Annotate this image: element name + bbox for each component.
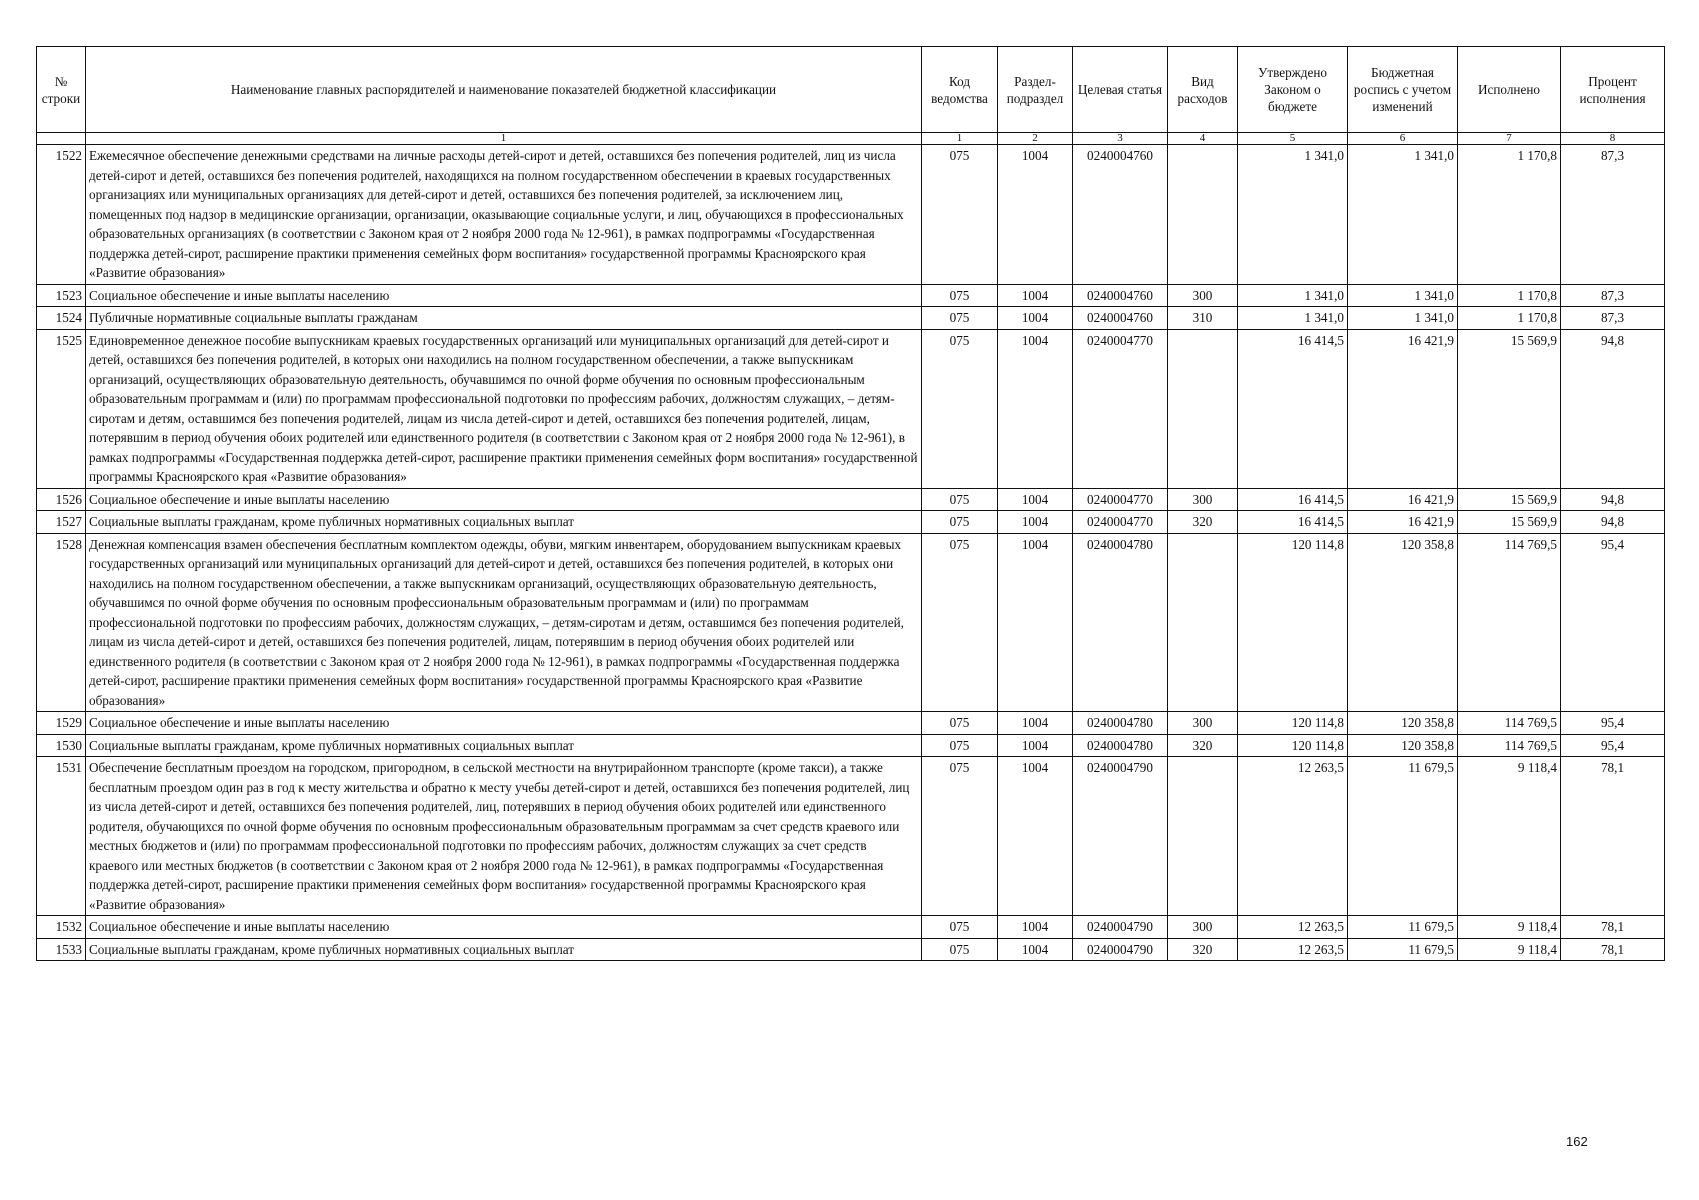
execution-percent: 87,3	[1561, 145, 1665, 285]
colnum-cell	[37, 133, 86, 145]
section-code: 1004	[998, 307, 1073, 330]
row-name: Денежная компенсация взамен обеспечения бесплатным комплектом одежды, обуви, мягким инвентарем, оборудованием выпускникам краевых государственных организаций или муниципальных организаций для детей-сирот и детей, оставшихся без попечения родителей, в которых они находились на полном государственном обеспечении, а также выпускникам организаций, осуществляющих образовательную деятельность, обучавшимся по очной форме обучения по основным профессиональным образовательным программам и (или) по программам профессиональной подготовки по профессиям рабочих, должностям служащих, – детям-сиротам и детям, оставшимся без попечения родителей, лицам из числа детей-сирот и детей, оставшихся без попечения родителей, лицам, потерявшим в период обучения обоих родителей или единственного родителя (в соответствии с Законом края от 2 ноября 2000 года № 12-961), в рамках подпрограммы «Государственная поддержка детей-сирот, расширение практики применения семейных форм воспитания» государственной программы Красноярского края «Развитие образования»	[86, 533, 922, 712]
executed-amount: 114 769,5	[1458, 533, 1561, 712]
approved-amount: 16 414,5	[1238, 329, 1348, 488]
approved-amount: 16 414,5	[1238, 511, 1348, 534]
expense-type	[1168, 533, 1238, 712]
row-name: Обеспечение бесплатным проездом на городском, пригородном, в сельской местности на внутрирайонном транспорте (кроме такси), а также бесплатным проездом один раз в год к месту жительства и обратно к месту учебы детей-сирот и детей, оставшихся без попечения родителей, лиц из числа детей-сирот и детей, оставшихся без попечения родителей, лиц, потерявших в период обучения обоих родителей или единственного родителя, обучающихся по очной форме обучения по основным профессиональным образовательным программам за счет средств краевого или местных бюджетов и (или) по программам профессиональной подготовки по профессиям рабочих, должностям служащих за счет средств краевого или местных бюджетов (в соответствии с Законом края от 2 ноября 2000 года № 12-961), в рамках подпрограммы «Государственная поддержка детей-сирот, расширение практики применения семейных форм воспитания» государственной программы Красноярского края «Развитие образования»	[86, 757, 922, 916]
executed-amount: 1 170,8	[1458, 284, 1561, 307]
section-code: 1004	[998, 284, 1073, 307]
dept-code: 075	[922, 916, 998, 939]
expense-type	[1168, 329, 1238, 488]
table-row	[37, 145, 1665, 285]
approved-amount: 1 341,0	[1238, 145, 1348, 285]
expense-type: 310	[1168, 307, 1238, 330]
approved-amount: 12 263,5	[1238, 757, 1348, 916]
target-article: 0240004790	[1073, 916, 1168, 939]
expense-type	[1168, 145, 1238, 285]
executed-amount: 114 769,5	[1458, 734, 1561, 757]
table-row	[37, 329, 1665, 488]
row-number: 1525	[37, 329, 86, 488]
executed-amount: 9 118,4	[1458, 938, 1561, 961]
section-code: 1004	[998, 145, 1073, 285]
expense-type: 320	[1168, 734, 1238, 757]
budget-list-amount: 1 341,0	[1348, 307, 1458, 330]
approved-amount: 12 263,5	[1238, 916, 1348, 939]
target-article: 0240004770	[1073, 511, 1168, 534]
page-number: 162	[1566, 1134, 1588, 1149]
approved-amount: 120 114,8	[1238, 712, 1348, 735]
colnum-cell: 1	[922, 133, 998, 145]
execution-percent: 78,1	[1561, 757, 1665, 916]
row-name: Социальное обеспечение и иные выплаты населению	[86, 916, 922, 939]
budget-execution-table	[36, 46, 1665, 961]
executed-amount: 15 569,9	[1458, 488, 1561, 511]
target-article: 0240004770	[1073, 329, 1168, 488]
header-target-article: Целевая статья	[1073, 47, 1168, 133]
row-number: 1527	[37, 511, 86, 534]
section-code: 1004	[998, 938, 1073, 961]
budget-list-amount: 1 341,0	[1348, 284, 1458, 307]
budget-list-amount: 120 358,8	[1348, 712, 1458, 735]
table-row	[37, 307, 1665, 330]
dept-code: 075	[922, 533, 998, 712]
executed-amount: 15 569,9	[1458, 329, 1561, 488]
dept-code: 075	[922, 712, 998, 735]
row-number: 1526	[37, 488, 86, 511]
expense-type: 300	[1168, 916, 1238, 939]
section-code: 1004	[998, 511, 1073, 534]
dept-code: 075	[922, 938, 998, 961]
approved-amount: 12 263,5	[1238, 938, 1348, 961]
dept-code: 075	[922, 757, 998, 916]
header-name: Наименование главных распорядителей и наименование показателей бюджетной классификации	[86, 47, 922, 133]
row-name: Социальное обеспечение и иные выплаты населению	[86, 712, 922, 735]
row-number: 1522	[37, 145, 86, 285]
row-name: Социальные выплаты гражданам, кроме публичных нормативных социальных выплат	[86, 938, 922, 961]
colnum-cell: 8	[1561, 133, 1665, 145]
expense-type: 300	[1168, 488, 1238, 511]
executed-amount: 1 170,8	[1458, 145, 1561, 285]
table-row	[37, 916, 1665, 939]
section-code: 1004	[998, 734, 1073, 757]
budget-list-amount: 120 358,8	[1348, 734, 1458, 757]
colnum-cell: 6	[1348, 133, 1458, 145]
row-number: 1523	[37, 284, 86, 307]
execution-percent: 95,4	[1561, 734, 1665, 757]
execution-percent: 94,8	[1561, 329, 1665, 488]
approved-amount: 120 114,8	[1238, 533, 1348, 712]
target-article: 0240004770	[1073, 488, 1168, 511]
table-row	[37, 712, 1665, 735]
row-number: 1531	[37, 757, 86, 916]
table-row	[37, 734, 1665, 757]
target-article: 0240004790	[1073, 938, 1168, 961]
row-number: 1524	[37, 307, 86, 330]
execution-percent: 78,1	[1561, 916, 1665, 939]
header-section: Раздел-подраздел	[998, 47, 1073, 133]
budget-list-amount: 1 341,0	[1348, 145, 1458, 285]
executed-amount: 114 769,5	[1458, 712, 1561, 735]
dept-code: 075	[922, 329, 998, 488]
header-row	[37, 47, 1665, 133]
expense-type: 320	[1168, 511, 1238, 534]
execution-percent: 87,3	[1561, 307, 1665, 330]
section-code: 1004	[998, 712, 1073, 735]
colnum-cell: 4	[1168, 133, 1238, 145]
table-row	[37, 533, 1665, 712]
row-number: 1529	[37, 712, 86, 735]
section-code: 1004	[998, 916, 1073, 939]
dept-code: 075	[922, 734, 998, 757]
row-name: Социальные выплаты гражданам, кроме публичных нормативных социальных выплат	[86, 734, 922, 757]
executed-amount: 15 569,9	[1458, 511, 1561, 534]
colnum-cell: 2	[998, 133, 1073, 145]
target-article: 0240004760	[1073, 284, 1168, 307]
execution-percent: 95,4	[1561, 712, 1665, 735]
header-dept-code: Код ведомства	[922, 47, 998, 133]
target-article: 0240004790	[1073, 757, 1168, 916]
execution-percent: 78,1	[1561, 938, 1665, 961]
header-percent: Процент исполнения	[1561, 47, 1665, 133]
execution-percent: 94,8	[1561, 488, 1665, 511]
section-code: 1004	[998, 757, 1073, 916]
approved-amount: 1 341,0	[1238, 284, 1348, 307]
budget-list-amount: 11 679,5	[1348, 916, 1458, 939]
expense-type: 320	[1168, 938, 1238, 961]
table-row	[37, 284, 1665, 307]
executed-amount: 9 118,4	[1458, 757, 1561, 916]
table-row	[37, 511, 1665, 534]
dept-code: 075	[922, 307, 998, 330]
expense-type	[1168, 757, 1238, 916]
row-name: Ежемесячное обеспечение денежными средствами на личные расходы детей-сирот и детей, оставшихся без попечения родителей, лиц из числа детей-сирот и детей, оставшихся без попечения родителей, находящихся на полном государственном обеспечении в краевых государственных организациях или муниципальных организациях для детей-сирот и детей, оставшихся без попечения родителей, за исключением лиц, помещенных под надзор в медицинские организации, организации, оказывающие социальные услуги, и лиц, обучающихся в профессиональных образовательных организациях (в соответствии с Законом края от 2 ноября 2000 года № 12-961), в рамках подпрограммы «Государственная поддержка детей-сирот, расширение практики применения семейных форм воспитания» государственной программы Красноярского края «Развитие образования»	[86, 145, 922, 285]
executed-amount: 9 118,4	[1458, 916, 1561, 939]
target-article: 0240004760	[1073, 307, 1168, 330]
colnum-cell: 5	[1238, 133, 1348, 145]
table-row	[37, 488, 1665, 511]
header-budget-list: Бюджетная роспись с учетом изменений	[1348, 47, 1458, 133]
budget-list-amount: 11 679,5	[1348, 938, 1458, 961]
dept-code: 075	[922, 488, 998, 511]
row-name: Социальные выплаты гражданам, кроме публичных нормативных социальных выплат	[86, 511, 922, 534]
dept-code: 075	[922, 145, 998, 285]
table-row	[37, 757, 1665, 916]
row-number: 1530	[37, 734, 86, 757]
budget-list-amount: 120 358,8	[1348, 533, 1458, 712]
budget-list-amount: 16 421,9	[1348, 488, 1458, 511]
expense-type: 300	[1168, 712, 1238, 735]
header-row-no: № строки	[37, 47, 86, 133]
execution-percent: 94,8	[1561, 511, 1665, 534]
header-expense-type: Вид расходов	[1168, 47, 1238, 133]
row-name: Единовременное денежное пособие выпускникам краевых государственных организаций или муниципальных организаций для детей-сирот и детей, оставшихся без попечения родителей, в которых они находились на полном государственном обеспечении, а также выпускникам организаций, осуществляющих образовательную деятельность, обучавшимся по очной форме обучения по основным профессиональным образовательным программам и (или) по программам профессиональной подготовки по профессиям рабочих, должностям служащих, – детям-сиротам и детям, оставшимся без попечения родителей, лицам из числа детей-сирот и детей, оставшихся без попечения родителей, лицам, потерявшим в период обучения обоих родителей или единственного родителя (в соответствии с Законом края от 2 ноября 2000 года № 12-961), в рамках подпрограммы «Государственная поддержка детей-сирот, расширение практики применения семейных форм воспитания» государственной программы Красноярского края «Развитие образования»	[86, 329, 922, 488]
row-name: Социальное обеспечение и иные выплаты населению	[86, 284, 922, 307]
section-code: 1004	[998, 329, 1073, 488]
dept-code: 075	[922, 511, 998, 534]
approved-amount: 16 414,5	[1238, 488, 1348, 511]
expense-type: 300	[1168, 284, 1238, 307]
table-body	[37, 145, 1665, 961]
row-name: Социальное обеспечение и иные выплаты населению	[86, 488, 922, 511]
table-row	[37, 938, 1665, 961]
colnum-cell: 3	[1073, 133, 1168, 145]
target-article: 0240004780	[1073, 734, 1168, 757]
colnum-cell: 1	[86, 133, 922, 145]
row-number: 1533	[37, 938, 86, 961]
budget-list-amount: 16 421,9	[1348, 511, 1458, 534]
section-code: 1004	[998, 488, 1073, 511]
target-article: 0240004780	[1073, 533, 1168, 712]
column-number-row	[37, 133, 1665, 145]
dept-code: 075	[922, 284, 998, 307]
executed-amount: 1 170,8	[1458, 307, 1561, 330]
row-number: 1532	[37, 916, 86, 939]
approved-amount: 120 114,8	[1238, 734, 1348, 757]
target-article: 0240004780	[1073, 712, 1168, 735]
execution-percent: 87,3	[1561, 284, 1665, 307]
target-article: 0240004760	[1073, 145, 1168, 285]
header-approved: Утверждено Законом о бюджете	[1238, 47, 1348, 133]
header-executed: Исполнено	[1458, 47, 1561, 133]
colnum-cell: 7	[1458, 133, 1561, 145]
budget-list-amount: 16 421,9	[1348, 329, 1458, 488]
row-number: 1528	[37, 533, 86, 712]
section-code: 1004	[998, 533, 1073, 712]
execution-percent: 95,4	[1561, 533, 1665, 712]
budget-list-amount: 11 679,5	[1348, 757, 1458, 916]
approved-amount: 1 341,0	[1238, 307, 1348, 330]
row-name: Публичные нормативные социальные выплаты гражданам	[86, 307, 922, 330]
